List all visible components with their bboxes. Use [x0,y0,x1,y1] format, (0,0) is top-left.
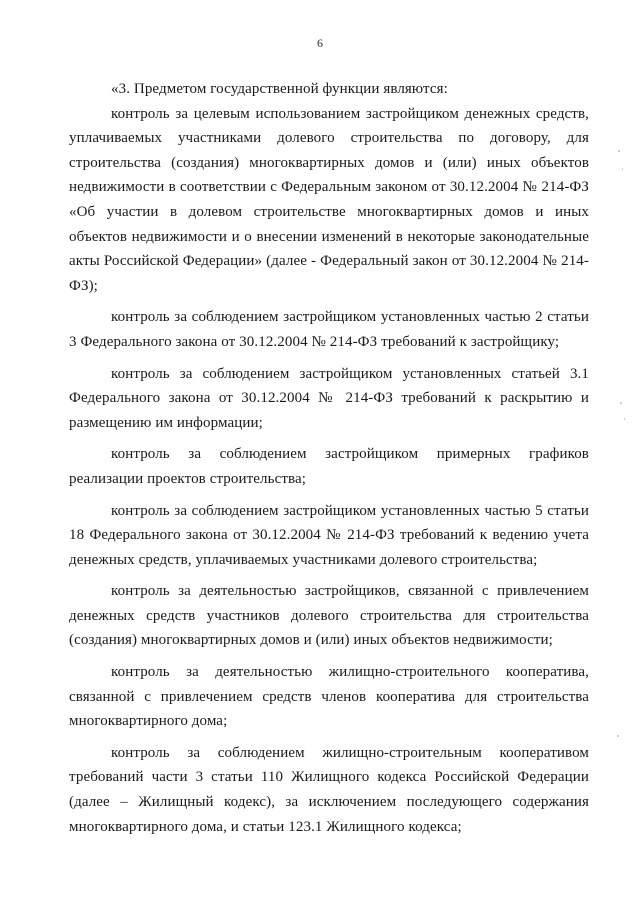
page-number: 6 [317,36,323,50]
scan-speck [622,168,623,170]
scan-speck [618,150,620,152]
paragraph-item: контроль за деятельностью застройщиков, связанной с привлечением денежных средств участников долевого строительства для строительства (создания) многоквартирных домов и (или) иных объектов недвижимости; [69,583,589,649]
paragraph-item: контроль за соблюдением жилищно-строительным кооперативом требований части 3 статьи 110 Жилищного кодекса Российской Федерации (далее – Жилищный кодекс), за исключением последующего содержания многоквартирного дома, и статьи 123.1 Жилищного кодекса; [69,744,589,835]
paragraph-item: контроль за соблюдением застройщиком установленных частью 5 статьи 18 Федерального закона от 30.12.2004 № 214-ФЗ требований к ведению учета денежных средств, уплачиваемых участниками долевого строительства; [69,502,589,568]
scan-speck [617,735,619,737]
document-body [69,77,589,839]
scan-speck [624,418,625,420]
paragraph-heading: «3. Предметом государственной функции являются: [111,81,448,97]
paragraph-item: контроль за деятельностью жилищно-строительного кооператива, связанной с привлечением средств членов кооператива для строительства многоквартирного дома; [69,664,589,730]
paragraph-item: контроль за соблюдением застройщиком примерных графиков реализации проектов строительства; [69,446,589,487]
paragraph-item: контроль за соблюдением застройщиком установленных статьей 3.1 Федерального закона от 30.12.2004 № 214-ФЗ требований к раскрытию и размещению им информации; [69,365,589,431]
paragraph-item: контроль за соблюдением застройщиком установленных частью 2 статьи 3 Федерального закона от 30.12.2004 № 214-ФЗ требований к застройщику; [69,309,589,350]
scan-speck [620,402,622,404]
paragraph-item: контроль за целевым использованием застройщиком денежных средств, уплачиваемых участниками долевого строительства по договору, для строительства (создания) многоквартирных домов и (или) иных объектов недвижимости в соответствии с Федеральным законом от 30.12.2004 № 214-ФЗ «Об участии в долевом строительстве многоквартирных домов и иных объектов недвижимости и о внесении изменений в некоторые законодательные акты Российской Федерации» (далее - Федеральный закон от 30.12.2004 № 214-ФЗ); [69,105,589,294]
